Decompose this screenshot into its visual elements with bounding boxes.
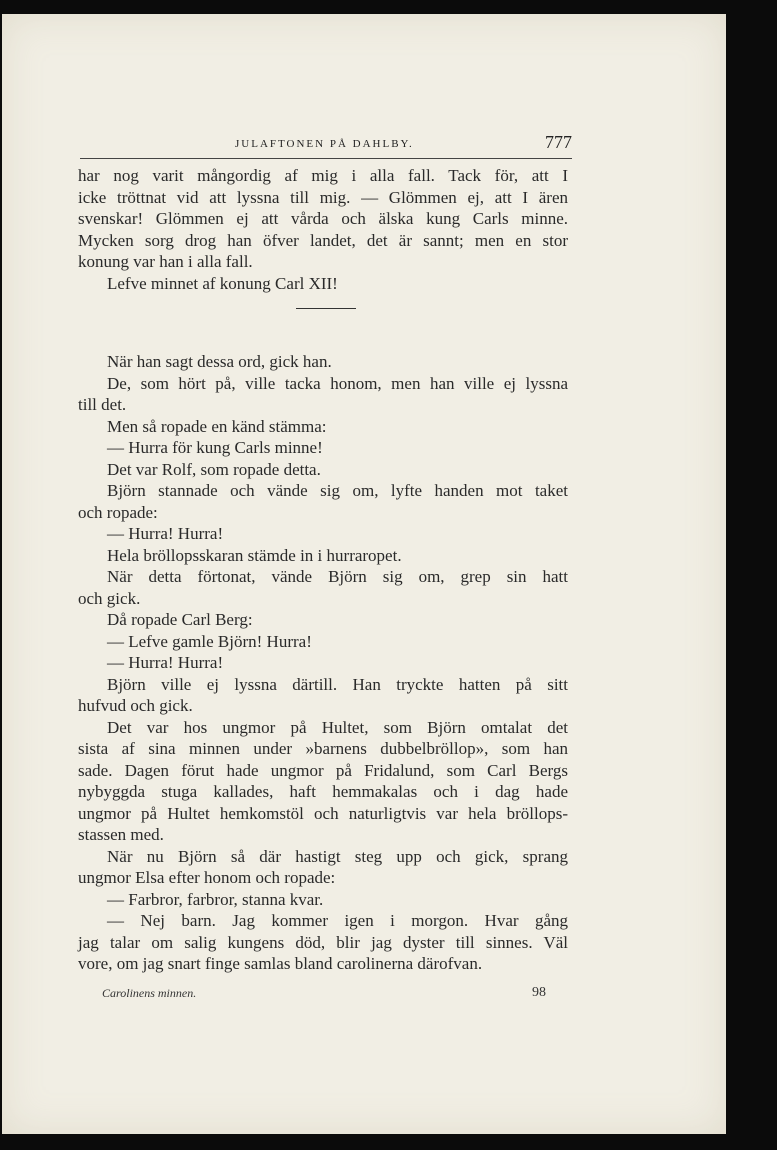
text-line: sade. Dagen förut hade ungmor på Fridalund, som Carl Bergs: [78, 760, 568, 780]
body-text: [78, 165, 568, 975]
paragraph-block-top: [78, 165, 568, 294]
text-line: Då ropade Carl Berg:: [107, 610, 253, 629]
text-line: — Hurra för kung Carls minne!: [107, 438, 323, 457]
text-line: jag talar om salig kungens död, blir jag dyster till sinnes. Väl: [78, 932, 568, 952]
text-line: ungmor Elsa efter honom och ropade:: [78, 868, 336, 887]
text-line: Björn ville ej lyssna därtill. Han tryckte hatten på sitt: [107, 674, 568, 694]
text-line: När nu Björn så där hastigt steg upp och gick, sprang: [107, 846, 568, 866]
text-line: svenskar! Glömmen ej att vårda och älska kung Carls minne.: [78, 209, 568, 228]
text-line: till det.: [78, 395, 127, 414]
paragraph-block-bottom: [78, 351, 568, 975]
page-header: [80, 132, 572, 159]
text-line: och gick.: [78, 588, 141, 608]
text-line: — Farbror, farbror, stanna kvar.: [107, 889, 324, 909]
text-line: har nog varit mångordig af mig i alla fall. Tack för, att I: [78, 166, 568, 185]
text-line: Hela bröllopsskaran stämde in i hurraropet.: [107, 545, 402, 565]
footer-book-title: Carolinens minnen.: [102, 986, 197, 1000]
text-line: När han sagt dessa ord, gick han.: [107, 352, 332, 371]
text-line: De, som hört på, ville tacka honom, men han ville ej lyssna: [107, 373, 568, 393]
text-line: stassen med.: [78, 825, 164, 844]
text-line: icke tröttnat vid att lyssna till mig. — Glömmen ej, att I ären: [78, 187, 568, 207]
text-line: konung var han i alla fall.: [78, 252, 253, 271]
text-line: När detta förtonat, vände Björn sig om, grep sin hatt: [107, 567, 568, 586]
page-footer: [102, 983, 546, 1005]
page-number: 777: [545, 132, 572, 152]
text-line: ungmor på Hultet hemkomstöl och naturligtvis var hela bröllops-: [78, 803, 568, 823]
text-line: vore, om jag snart finge samlas bland carolinerna därofvan.: [78, 954, 483, 973]
signature-mark: 98: [532, 985, 546, 1000]
text-line: — Lefve gamle Björn! Hurra!: [107, 631, 312, 651]
separator-rule: [296, 308, 356, 309]
text-line: Det var Rolf, som ropade detta.: [107, 459, 321, 479]
text-line: Mycken sorg drog han öfver landet, det är sannt; men en stor: [78, 230, 568, 250]
running-head: JULAFTONEN PÅ DAHLBY.: [235, 138, 414, 150]
text-line: Lefve minnet af konung Carl XII!: [107, 273, 338, 293]
text-line: Det var hos ungmor på Hultet, som Björn omtalat det: [107, 717, 568, 737]
text-line: hufvud och gick.: [78, 696, 193, 715]
text-line: nybyggda stuga kallades, haft hemmakalas och i dag hade: [78, 782, 568, 801]
text-line: sista af sina minnen under »barnens dubbelbröllop», som han: [78, 739, 568, 758]
text-line: — Hurra! Hurra!: [107, 524, 224, 543]
text-line: — Nej barn. Jag kommer igen i morgon. Hvar gång: [107, 911, 568, 930]
text-line: Men så ropade en känd stämma:: [107, 416, 327, 436]
text-line: — Hurra! Hurra!: [107, 653, 224, 672]
section-separator: [78, 294, 568, 338]
text-line: och ropade:: [78, 502, 158, 522]
text-line: Björn stannade och vände sig om, lyfte handen mot taket: [107, 481, 568, 500]
